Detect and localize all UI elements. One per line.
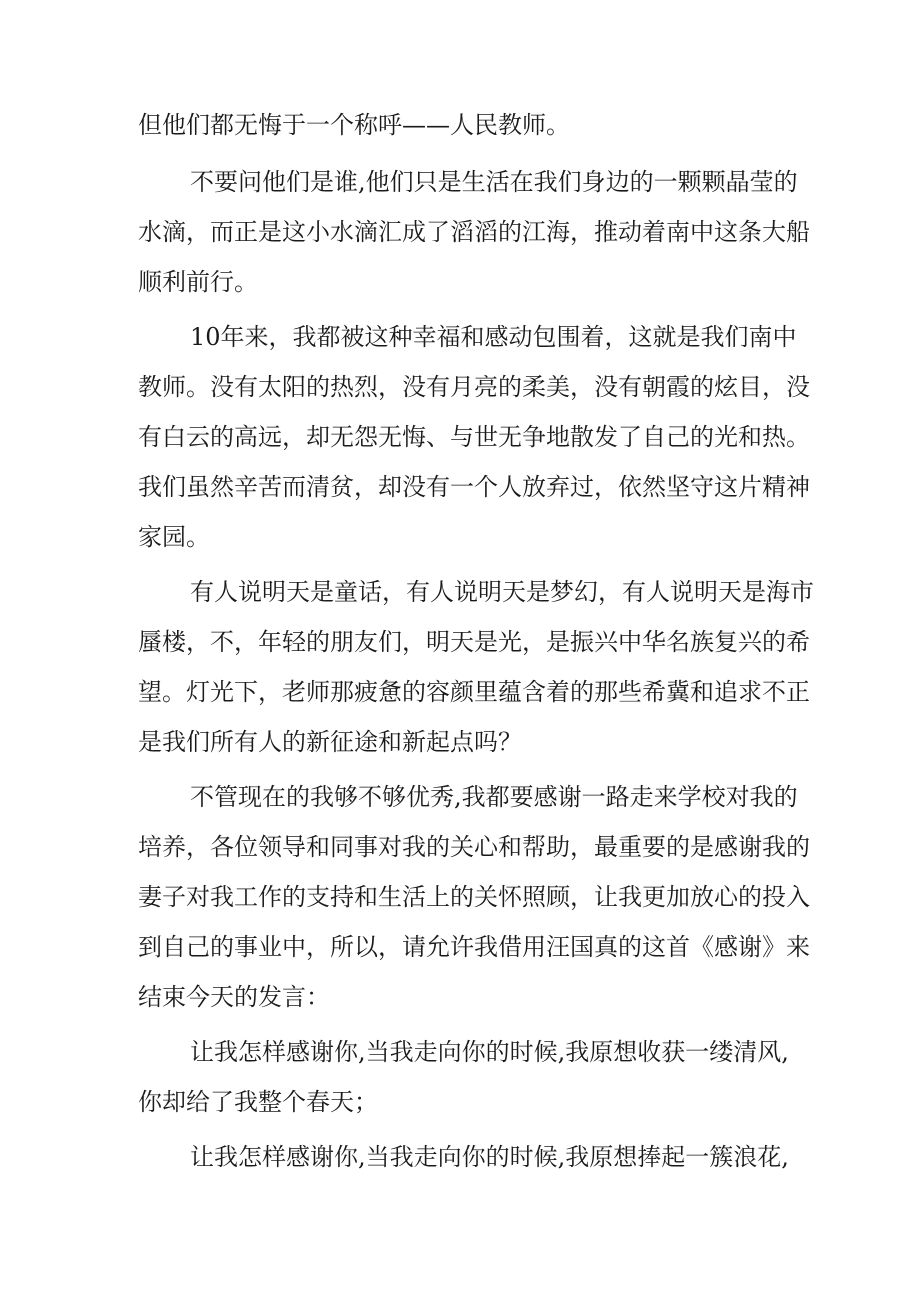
paragraph-5-line-4: 到自己的事业中，所以，请允许我借用汪国真的这首《感谢》来: [138, 933, 810, 961]
paragraph-1-line-1: 但他们都无悔于一个称呼——人民教师。: [138, 111, 570, 139]
paragraph-3-line-2: 教师。没有太阳的热烈，没有月亮的柔美，没有朝霞的炫目，没: [138, 373, 810, 401]
paragraph-5-line-5: 结束今天的发言：: [138, 983, 330, 1011]
paragraph-5-line-3: 妻子对我工作的支持和生活上的关怀照顾，让我更加放心的投入: [138, 883, 810, 911]
paragraph-4-line-3: 望。灯光下，老师那疲惫的容颜里蕴含着的那些希冀和追求不正: [138, 678, 810, 706]
paragraph-3-line-3: 有白云的高远，却无怨无悔、与世无争地散发了自己的光和热。: [138, 423, 810, 451]
paragraph-3-line-4: 我们虽然辛苦而清贫，却没有一个人放弃过，依然坚守这片精神: [138, 473, 810, 501]
paragraph-3-line-1: 10年来，我都被这种幸福和感动包围着，这就是我们南中: [190, 323, 797, 351]
paragraph-3-line-5: 家园。: [138, 523, 210, 551]
paragraph-2-line-1: 不要问他们是谁,他们只是生活在我们身边的一颗颗晶莹的: [190, 168, 798, 196]
paragraph-5-line-2: 培养，各位领导和同事对我的关心和帮助，最重要的是感谢我的: [138, 833, 810, 861]
paragraph-7-line-1: 让我怎样感谢你,当我走向你的时候,我原想捧起一簇浪花,: [190, 1143, 789, 1171]
paragraph-4-line-4: 是我们所有人的新征途和新起点吗？: [138, 728, 522, 756]
paragraph-2-line-3: 顺利前行。: [138, 268, 258, 296]
paragraph-4-line-2: 蜃楼，不，年轻的朋友们，明天是光，是振兴中华名族复兴的希: [138, 628, 810, 656]
paragraph-4-line-1: 有人说明天是童话，有人说明天是梦幻，有人说明天是海市: [190, 578, 814, 606]
paragraph-5-line-1: 不管现在的我够不够优秀,我都要感谢一路走来学校对我的: [190, 783, 798, 811]
paragraph-2-line-2: 水滴，而正是这小水滴汇成了滔滔的江海，推动着南中这条大船: [138, 218, 810, 246]
paragraph-6-line-2: 你却给了我整个春天；: [138, 1088, 378, 1116]
paragraph-6-line-1: 让我怎样感谢你,当我走向你的时候,我原想收获一缕清风,: [190, 1038, 789, 1066]
